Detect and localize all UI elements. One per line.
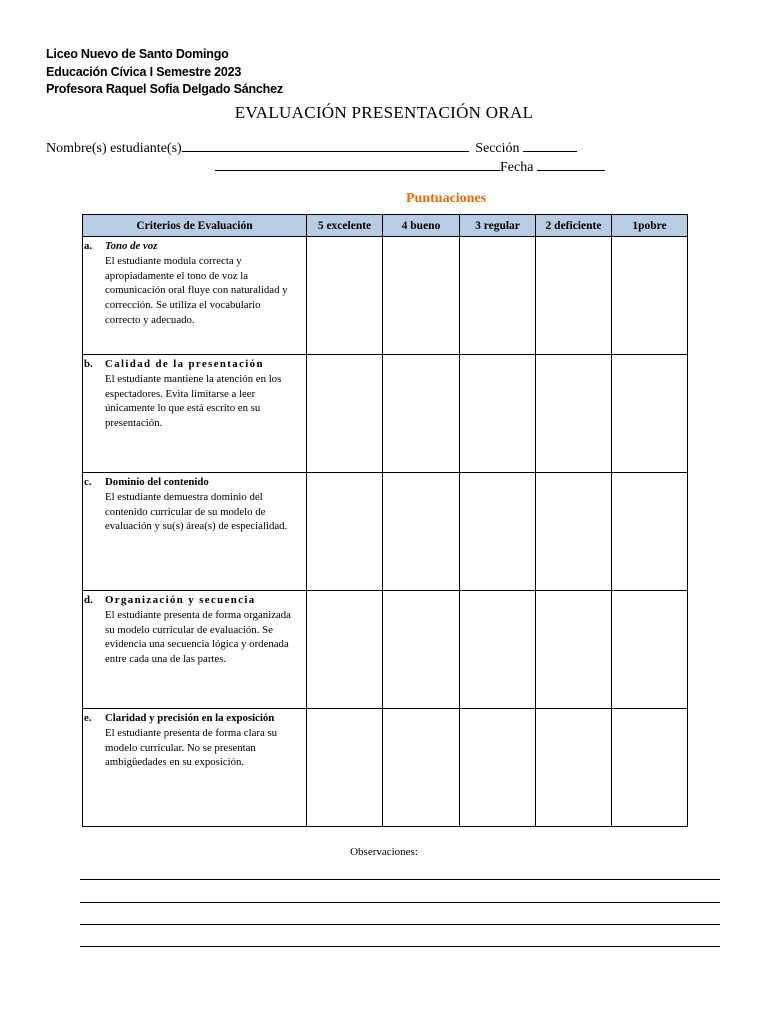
criterion-description: El estudiante mantiene la atención en los espectadores. Evita limitarse a leer únicamente lo que está escrito en su presentación. (105, 372, 282, 430)
student-name-field[interactable] (182, 138, 469, 152)
observations-label: Observaciones: (350, 846, 418, 858)
column-header-criteria: Criterios de Evaluación (83, 215, 307, 237)
criterion-title: Tono de voz (105, 240, 158, 252)
score-cell-2[interactable] (536, 591, 612, 709)
score-cell-3[interactable] (460, 237, 536, 355)
student-name-line (46, 138, 577, 157)
score-cell-1[interactable] (612, 237, 688, 355)
score-cell-5[interactable] (307, 473, 383, 591)
score-cell-5[interactable] (307, 591, 383, 709)
score-cell-4[interactable] (383, 709, 460, 827)
observations-line-1[interactable] (80, 879, 720, 880)
column-header-pobre: 1pobre (612, 215, 688, 237)
score-cell-3[interactable] (460, 591, 536, 709)
criterion-description: El estudiante demuestra dominio del contenido curricular de su modelo de evaluación y su(s) área(s) de especialidad. (105, 490, 288, 533)
score-cell-4[interactable] (383, 355, 460, 473)
date-field[interactable] (537, 157, 605, 171)
table-row (83, 473, 688, 591)
score-cell-5[interactable] (307, 237, 383, 355)
observations-line-3[interactable] (80, 924, 720, 925)
score-cell-5[interactable] (307, 709, 383, 827)
criterion-description: El estudiante presenta de forma clara su modelo curricular. No se presentan ambigüedades en su exposición. (105, 726, 278, 769)
score-cell-1[interactable] (612, 473, 688, 591)
table-header-row (83, 215, 688, 237)
observations-line-2[interactable] (80, 902, 720, 903)
score-cell-3[interactable] (460, 355, 536, 473)
column-header-bueno: 4 bueno (383, 215, 460, 237)
section-label: Sección (475, 141, 520, 156)
student-name-field-2[interactable] (215, 157, 500, 171)
criterion-title: Claridad y precisión en la exposición (105, 712, 275, 724)
criterion-description: El estudiante modula correcta y apropiadamente el tono de voz la comunicación oral fluye con naturalidad y corrección. Se utiliza el vocabulario correcto y adecuado. (105, 254, 288, 326)
course-name: Educación Cívica I Semestre 2023 (46, 64, 242, 79)
score-cell-1[interactable] (612, 709, 688, 827)
score-cell-2[interactable] (536, 473, 612, 591)
criterion-letter: d. (84, 594, 93, 606)
criterion-description: El estudiante presenta de forma organizada su modelo curricular de evaluación. Se evidencia una secuencia lógica y ordenada entre cada una de las partes. (105, 608, 291, 666)
criterion-cell (83, 591, 307, 709)
section-field[interactable] (523, 138, 577, 152)
score-cell-2[interactable] (536, 709, 612, 827)
criterion-cell (83, 473, 307, 591)
score-cell-1[interactable] (612, 591, 688, 709)
score-cell-2[interactable] (536, 237, 612, 355)
table-row (83, 355, 688, 473)
scores-heading: Puntuaciones (406, 191, 487, 206)
score-cell-3[interactable] (460, 473, 536, 591)
criterion-title: Organización y secuencia (105, 594, 256, 606)
evaluation-table (82, 214, 688, 827)
criterion-letter: e. (84, 712, 92, 724)
criterion-cell (83, 355, 307, 473)
criterion-letter: c. (84, 476, 92, 488)
criterion-title: Dominio del contenido (105, 476, 209, 488)
teacher-name: Profesora Raquel Sofia Delgado Sánchez (46, 82, 283, 96)
date-label: Fecha (500, 160, 534, 175)
criterion-cell (83, 709, 307, 827)
column-header-excelente: 5 excelente (307, 215, 383, 237)
score-cell-4[interactable] (383, 237, 460, 355)
score-cell-1[interactable] (612, 355, 688, 473)
school-name: Liceo Nuevo de Santo Domingo (46, 47, 229, 61)
criterion-letter: a. (84, 240, 93, 252)
score-cell-3[interactable] (460, 709, 536, 827)
criterion-letter: b. (84, 358, 93, 370)
date-line (215, 157, 605, 176)
observations-line-4[interactable] (80, 946, 720, 947)
page-title: EVALUACIÓN PRESENTACIÓN ORAL (234, 103, 534, 122)
score-cell-4[interactable] (383, 473, 460, 591)
criterion-title: Calidad de la presentación (105, 358, 264, 370)
document-header (46, 46, 283, 99)
column-header-regular: 3 regular (460, 215, 536, 237)
criterion-cell (83, 237, 307, 355)
table-row (83, 591, 688, 709)
score-cell-2[interactable] (536, 355, 612, 473)
student-name-label: Nombre(s) estudiante(s) (46, 141, 182, 156)
score-cell-4[interactable] (383, 591, 460, 709)
table-row (83, 237, 688, 355)
table-row (83, 709, 688, 827)
column-header-deficiente: 2 deficiente (536, 215, 612, 237)
score-cell-5[interactable] (307, 355, 383, 473)
